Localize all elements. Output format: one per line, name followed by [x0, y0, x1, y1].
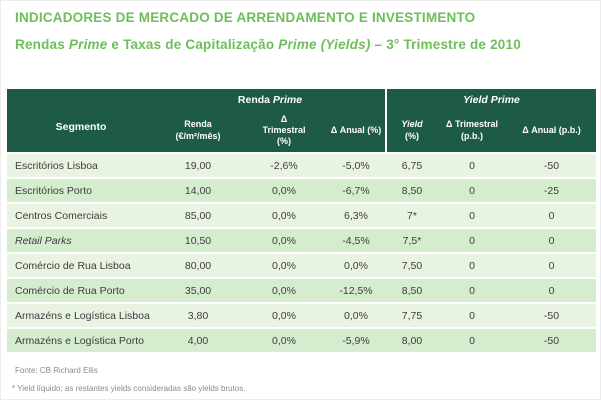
col-header-line: Trimestral — [262, 124, 306, 135]
cell-trim-pb: 0 — [469, 184, 475, 197]
source-note: Fonte: CB Richard Ellis — [15, 366, 98, 375]
cell-segment: Escritórios Porto — [15, 184, 93, 197]
cell-anual-pb: -25 — [543, 184, 560, 197]
cell-anual: -6,7% — [342, 184, 370, 197]
text-part: Renda — [237, 94, 273, 106]
cell-yield: 8,50 — [401, 284, 423, 297]
cell-trim: 0,0% — [272, 309, 296, 322]
col-header-line: (€/m²/mês) — [175, 130, 221, 141]
cell-renda: 10,50 — [184, 234, 212, 247]
cell-anual-pb: -50 — [543, 334, 560, 347]
col-header-anual-pct — [327, 125, 385, 136]
cell-trim: 0,0% — [272, 334, 296, 347]
cell-trim-pb: 0 — [469, 159, 475, 172]
table-row — [7, 329, 596, 352]
cell-segment: Armazéns e Logística Lisboa — [15, 309, 150, 322]
col-header-trimestral-pct — [241, 114, 327, 148]
cell-anual: 6,3% — [344, 209, 368, 222]
cell-trim-pb: 0 — [469, 284, 475, 297]
group-yield-prime — [387, 89, 596, 152]
renda-column-labels — [155, 109, 385, 152]
cell-yield: 8,00 — [401, 334, 423, 347]
col-header-line: (p.b.) — [461, 130, 483, 141]
text-part: Prime — [278, 37, 317, 52]
col-header-line: (%) — [277, 136, 291, 147]
cell-trim-pb: 0 — [469, 259, 475, 272]
cell-anual-pb: 0 — [548, 284, 555, 297]
text-part: Yield Prime — [463, 94, 520, 106]
cell-anual-pb: -50 — [543, 309, 560, 322]
table-row — [7, 204, 596, 227]
cell-trim: 0,0% — [272, 234, 296, 247]
cell-renda: 14,00 — [184, 184, 212, 197]
col-header-line: Segmento — [55, 120, 107, 133]
table-row — [7, 304, 596, 327]
col-header-line: (%) — [405, 130, 419, 141]
text-part: Prime — [272, 94, 303, 106]
cell-trim: -2,6% — [270, 159, 298, 172]
col-header-segmento — [7, 89, 155, 152]
cell-anual-pb: 0 — [548, 234, 555, 247]
cell-trim-pb: 0 — [469, 309, 475, 322]
cell-segment: Comércio de Rua Lisboa — [15, 259, 131, 272]
table-row — [7, 254, 596, 277]
col-header-yield — [387, 119, 437, 142]
page-title: INDICADORES DE MERCADO DE ARRENDAMENTO E INVESTIMENTO — [15, 10, 476, 25]
text-part: Rendas — [15, 37, 69, 52]
cell-segment: Comércio de Rua Porto — [15, 284, 125, 297]
cell-anual: -12,5% — [339, 284, 373, 297]
cell-yield: 7,75 — [401, 309, 423, 322]
cell-anual-pb: 0 — [548, 209, 555, 222]
table-row — [7, 229, 596, 252]
page-subtitle — [15, 37, 521, 52]
table-body — [7, 154, 596, 352]
group-label-yield-prime — [387, 89, 596, 109]
cell-renda: 19,00 — [184, 159, 212, 172]
cell-yield: 7,5* — [402, 234, 422, 247]
cell-segment: Escritórios Lisboa — [15, 159, 98, 172]
group-renda-prime — [155, 89, 385, 152]
cell-anual: -4,5% — [342, 234, 370, 247]
col-header-line: Renda — [184, 119, 212, 130]
text-part: e Taxas de Capitalização — [107, 37, 279, 52]
cell-renda: 4,00 — [187, 334, 209, 347]
cell-trim: 0,0% — [272, 284, 296, 297]
text-part: – 3° Trimestre de 2010 — [370, 37, 521, 52]
cell-yield: 7* — [407, 209, 417, 222]
cell-yield: 6,75 — [401, 159, 423, 172]
cell-anual-pb: -50 — [543, 159, 560, 172]
yield-column-labels — [387, 109, 596, 152]
table-row — [7, 179, 596, 202]
cell-trim-pb: 0 — [469, 334, 475, 347]
cell-yield: 8,50 — [401, 184, 423, 197]
col-header-line: Δ Trimestral — [446, 119, 498, 130]
cell-anual-pb: 0 — [548, 259, 555, 272]
cell-trim: 0,0% — [272, 184, 296, 197]
col-header-line: Δ Anual (%) — [330, 124, 382, 135]
text-part: (Yields) — [320, 37, 371, 52]
cell-trim: 0,0% — [272, 259, 296, 272]
col-header-line: Δ — [280, 113, 288, 124]
footnote: * Yield líquido; as restantes yields consideradas são yields brutos. — [12, 384, 246, 393]
table-row — [7, 279, 596, 302]
cell-segment: Centros Comerciais — [15, 209, 108, 222]
cell-trim: 0,0% — [272, 209, 296, 222]
cell-renda: 85,00 — [184, 209, 212, 222]
cell-anual: -5,0% — [342, 159, 370, 172]
cell-anual: -5,9% — [342, 334, 370, 347]
cell-segment: Armazéns e Logística Porto — [15, 334, 144, 347]
col-header-anual-pb — [507, 125, 596, 136]
cell-anual: 0,0% — [344, 259, 368, 272]
indicators-table — [7, 89, 596, 352]
col-header-line: Δ Anual (p.b.) — [522, 124, 581, 135]
cell-yield: 7,50 — [401, 259, 423, 272]
cell-anual: 0,0% — [344, 309, 368, 322]
cell-renda: 3,80 — [187, 309, 209, 322]
cell-segment: Retail Parks — [15, 234, 72, 247]
col-header-trimestral-pb — [437, 119, 507, 142]
col-header-renda — [155, 119, 241, 142]
cell-trim-pb: 0 — [469, 209, 475, 222]
cell-renda: 35,00 — [184, 284, 212, 297]
cell-renda: 80,00 — [184, 259, 212, 272]
table-header — [7, 89, 596, 152]
col-header-line: Yield — [401, 119, 423, 130]
table-row — [7, 154, 596, 177]
text-part: Prime — [68, 37, 108, 52]
group-label-renda-prime — [155, 89, 385, 109]
cell-trim-pb: 0 — [469, 234, 475, 247]
